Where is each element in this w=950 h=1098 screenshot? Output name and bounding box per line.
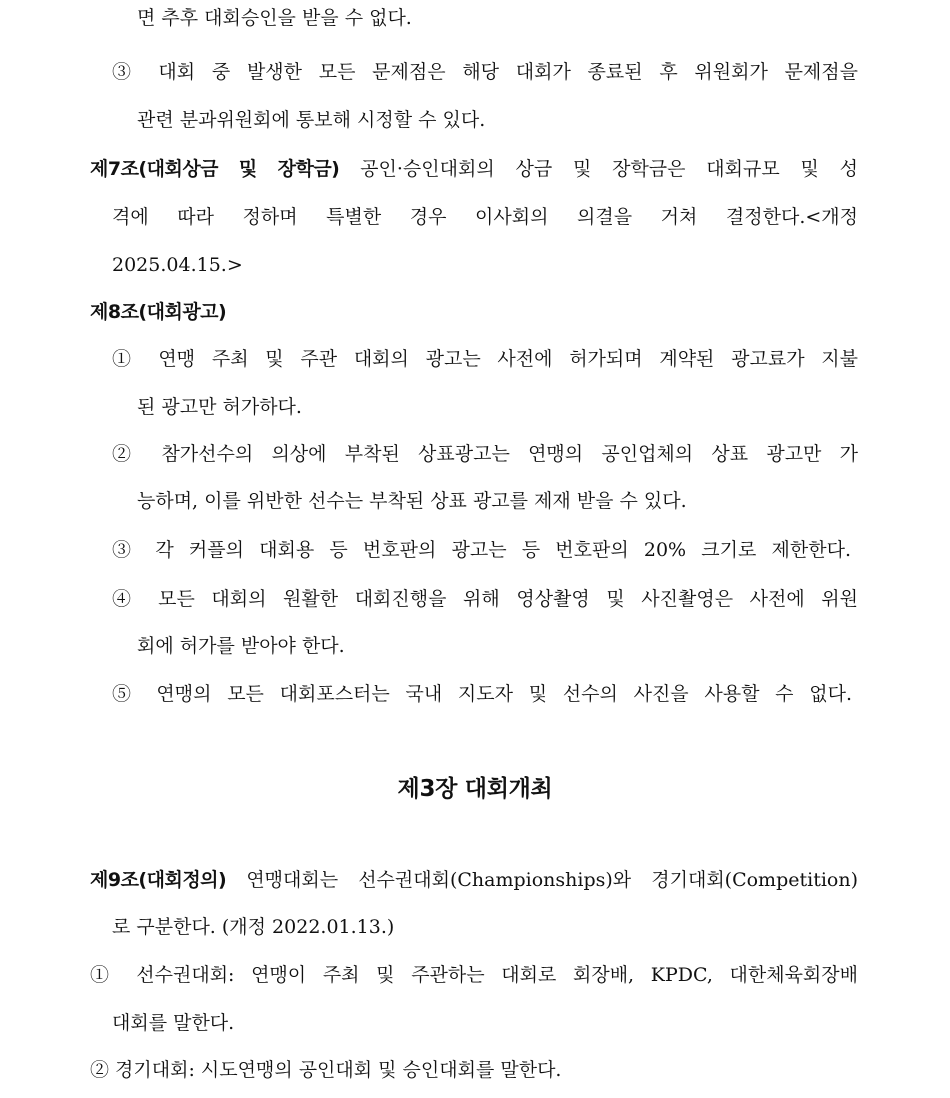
article-7-text: 공인·승인대회의 상금 및 장학금은 대회규모 및 성	[360, 158, 859, 180]
article-7-title: 제7조(대회상금 및 장학금)	[90, 158, 340, 180]
article-9-line-2: 로 구분한다. (개정 2022.01.13.)	[112, 916, 395, 938]
article-9-item-1-line-2: 대회를 말한다.	[112, 1012, 235, 1034]
article-8-item-2-line-2: 능하며, 이를 위반한 선수는 부착된 상표 광고를 제재 받을 수 있다.	[137, 490, 687, 512]
chapter-heading: 제3장 대회개최	[397, 776, 553, 802]
article-9-item-2: ② 경기대회: 시도연맹의 공인대회 및 승인대회를 말한다.	[90, 1059, 562, 1081]
clause-3-line-1: ③ 대회 중 발생한 모든 문제점은 해당 대회가 종료된 후 위원회가 문제점을	[112, 61, 858, 83]
clause-3-line-2: 관련 분과위원회에 통보해 시정할 수 있다.	[137, 109, 486, 131]
article-8-item-3: ③ 각 커플의 대회용 등 번호판의 광고는 등 번호판의 20% 크기로 제한한다.	[112, 539, 851, 561]
article-8-item-1-line-2: 된 광고만 허가하다.	[137, 396, 302, 418]
article-9-item-1-line-1: ① 선수권대회: 연맹이 주최 및 주관하는 대회로 회장배, KPDC, 대한체육회장배	[90, 964, 858, 986]
article-7-line-2: 격에 따라 정하며 특별한 경우 이사회의 의결을 거쳐 결정한다.<개정	[112, 206, 858, 228]
article-8-item-4-line-1: ④ 모든 대회의 원활한 대회진행을 위해 영상촬영 및 사진촬영은 사전에 위원	[112, 588, 858, 610]
article-8-item-4-line-2: 회에 허가를 받아야 한다.	[137, 635, 345, 657]
article-8-item-2-line-1: ② 참가선수의 의상에 부착된 상표광고는 연맹의 공인업체의 상표 광고만 가	[112, 443, 858, 465]
article-8-item-1-line-1: ① 연맹 주최 및 주관 대회의 광고는 사전에 허가되며 계약된 광고료가 지불	[112, 348, 858, 370]
article-8-title: 제8조(대회광고)	[90, 301, 227, 323]
article-9-text: 연맹대회는 선수권대회(Championships)와 경기대회(Competition)	[246, 869, 858, 891]
article-8-item-5: ⑤ 연맹의 모든 대회포스터는 국내 지도자 및 선수의 사진을 사용할 수 없다.	[112, 683, 852, 705]
article-9-line-1	[90, 867, 858, 893]
article-9-title: 제9조(대회정의)	[90, 869, 227, 891]
article-7-line-1	[90, 156, 858, 182]
paragraph-continuation: 면 추후 대회승인을 받을 수 없다.	[137, 7, 412, 29]
article-7-line-3: 2025.04.15.>	[112, 254, 243, 276]
